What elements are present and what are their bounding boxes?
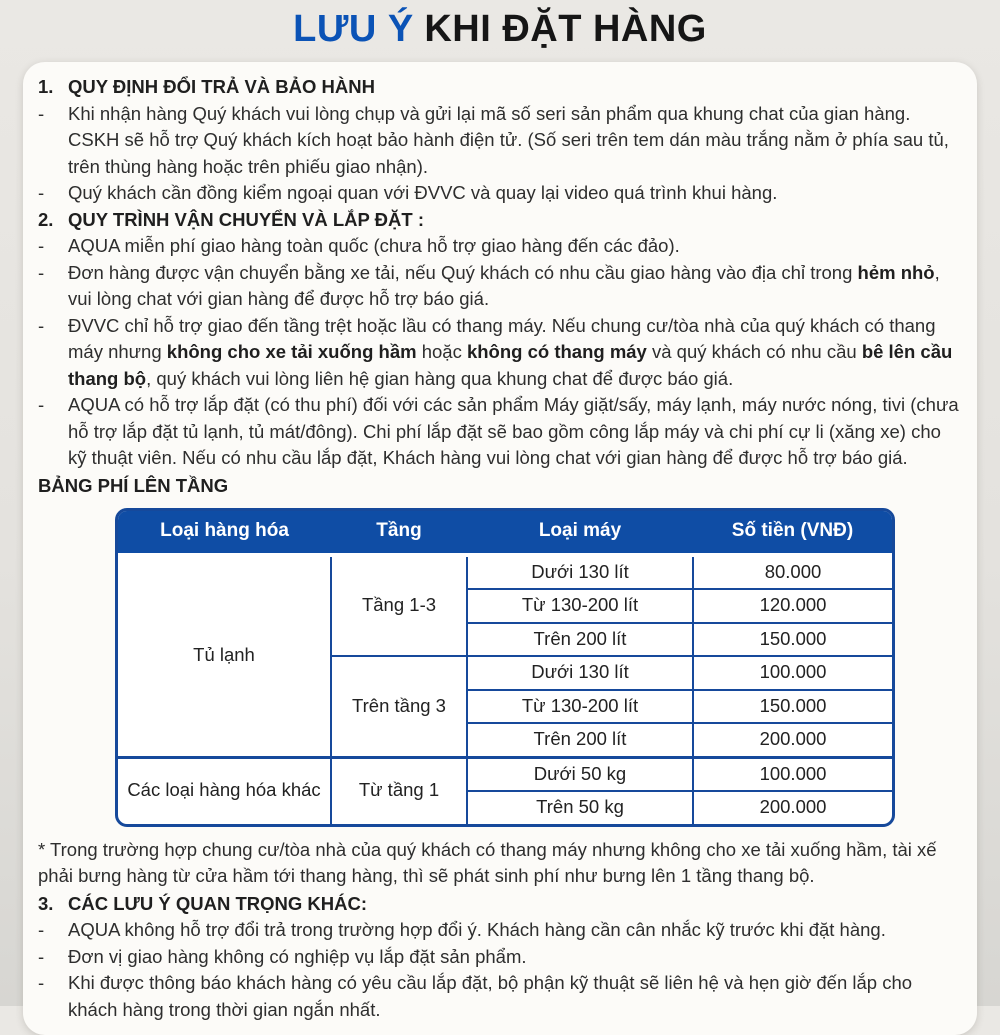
bullet-text: Đơn hàng được vận chuyển bằng xe tải, nếu Quý khách có nhu cầu giao hàng vào địa chỉ trong hẻm nhỏ, vui lòng chat với gian hàng để được hỗ trợ báo giá. — [68, 261, 940, 309]
fee-category-cell: Tủ lạnh — [193, 644, 255, 666]
fee-machine-cell: Từ 130-200 lít — [467, 690, 693, 724]
section-2-title: QUY TRÌNH VẬN CHUYỂN VÀ LẮP ĐẶT : — [68, 208, 424, 230]
fee-amount-cell: 100.000 — [693, 757, 892, 791]
fee-category-cell: Các loại hàng hóa khác — [118, 757, 331, 824]
bullet-text: Khi được thông báo khách hàng có yêu cầu lắp đặt, bộ phận kỹ thuật sẽ liên hệ và hẹn giờ đến lắp cho khách hàng trong thời gian ngắn nhất. — [68, 972, 913, 1020]
section-3-bullet-2 — [38, 944, 962, 971]
section-1-number: 1. — [38, 76, 54, 97]
section-2-bullet-3 — [38, 313, 962, 393]
bullet-dash: - — [38, 314, 45, 336]
fee-amount-cell: 200.000 — [693, 723, 892, 757]
fee-table — [115, 508, 895, 827]
section-3-bullet-1 — [38, 917, 962, 944]
section-3-number: 3. — [38, 892, 54, 914]
fee-amount-cell: 150.000 — [693, 690, 892, 724]
section-1-heading — [38, 74, 962, 101]
bullet-text: AQUA không hỗ trợ đổi trả trong trường hợp đổi ý. Khách hàng cần cân nhắc kỹ trước khi đặt hàng. — [68, 919, 886, 940]
bullet-dash: - — [38, 394, 45, 415]
bullet-text: Khi nhận hàng Quý khách vui lòng chụp và gửi lại mã số seri sản phẩm qua khung chat của gian hàng. CSKH sẽ hỗ trợ Quý khách kích hoạt bảo hành điện tử. (Số seri trên tem dán màu trắng nằm ở phía sau tủ, trên thùng hàng hoặc trên phiếu giao nhận). — [68, 102, 949, 177]
bullet-text: AQUA có hỗ trợ lắp đặt (có thu phí) đối với các sản phẩm Máy giặt/sấy, máy lạnh, máy nước nóng, tivi (chưa hỗ trợ lắp đặt tủ lạnh, tủ mát/đông). Chi phí lắp đặt sẽ bao gồm công lắp máy và chi phí cự li (xăng xe) cho kỹ thuật viên. Nếu có nhu cầu lắp đặt, Khách hàng vui lòng chat với gian hàng để được hỗ trợ báo giá. — [68, 394, 959, 468]
fee-amount-cell: 200.000 — [693, 791, 892, 824]
fee-floor-cell: Từ tầng 1 — [331, 757, 467, 824]
fee-table-header-row — [118, 511, 892, 553]
section-3-heading — [38, 891, 962, 918]
table-row — [118, 557, 892, 590]
section-1-bullet-2 — [38, 180, 962, 207]
table-row — [118, 757, 892, 791]
bullet-dash: - — [38, 945, 45, 967]
fee-machine-cell: Trên 200 lít — [467, 623, 693, 657]
bullet-text: Quý khách cần đồng kiểm ngoại quan với ĐVVC và quay lại video quá trình khui hàng. — [68, 182, 778, 203]
fee-amount-cell: 80.000 — [693, 557, 892, 590]
section-3-title: CÁC LƯU Ý QUAN TRỌNG KHÁC: — [68, 892, 367, 914]
bullet-dash: - — [38, 261, 45, 283]
fee-amount-cell: 150.000 — [693, 623, 892, 657]
section-2-bullet-2 — [38, 260, 962, 313]
bullet-text: AQUA miễn phí giao hàng toàn quốc (chưa hỗ trợ giao hàng đến các đảo). — [68, 235, 680, 256]
fee-col-header-machine: Loại máy — [538, 520, 622, 541]
fee-amount-cell: 120.000 — [693, 589, 892, 623]
section-2-number: 2. — [38, 208, 54, 230]
fee-col-header-floor: Tầng — [376, 520, 422, 541]
page-title-accent: LƯU Ý — [293, 8, 414, 50]
fee-machine-cell: Trên 200 lít — [467, 723, 693, 757]
table-footnote: * Trong trường hợp chung cư/tòa nhà của quý khách có thang máy nhưng không cho xe tải xuống hầm, tài xế phải bưng hàng từ cửa hầm tới thang hàng, thì sẽ phát sinh phí như bưng lên 1 tầng thang bộ. — [38, 838, 937, 886]
section-3-bullet-3 — [38, 970, 962, 1023]
fee-floor-cell: Tầng 1-3 — [331, 557, 467, 657]
bullet-text: ĐVVC chỉ hỗ trợ giao đến tầng trệt hoặc lầu có thang máy. Nếu chung cư/tòa nhà của quý khách có thang máy nhưng không cho xe tải xuống hầm hoặc không có thang máy và quý khách có nhu cầu bê lên cầu thang bộ, quý khách vui lòng liên hệ gian hàng qua khung chat để được báo giá. — [68, 314, 953, 389]
section-2-bullet-1 — [38, 233, 962, 260]
fee-col-header-amount: Số tiền (VNĐ) — [731, 520, 854, 541]
notes-card — [23, 62, 977, 1035]
fee-floor-cell: Trên tầng 3 — [331, 656, 467, 757]
section-2-heading — [38, 207, 962, 234]
bullet-dash: - — [38, 182, 45, 203]
bullet-dash: - — [38, 235, 45, 256]
section-2-bullet-4 — [38, 392, 962, 472]
bullet-dash: - — [38, 919, 45, 940]
section-1-bullet-1 — [38, 101, 962, 181]
bullet-dash: - — [38, 102, 45, 124]
bullet-dash: - — [38, 972, 45, 993]
fee-machine-cell: Dưới 130 lít — [467, 557, 693, 590]
fee-table-heading: BẢNG PHÍ LÊN TẦNG — [38, 474, 229, 496]
fee-machine-cell: Từ 130-200 lít — [467, 589, 693, 623]
page-title-rest: KHI ĐẶT HÀNG — [424, 8, 707, 50]
page-title — [0, 6, 1000, 52]
fee-machine-cell: Dưới 130 lít — [467, 656, 693, 690]
fee-machine-cell: Trên 50 kg — [467, 791, 693, 824]
bullet-text: Đơn vị giao hàng không có nghiệp vụ lắp đặt sản phẩm. — [68, 945, 527, 967]
fee-amount-cell: 100.000 — [693, 656, 892, 690]
fee-col-header-category: Loại hàng hóa — [160, 520, 289, 541]
fee-machine-cell: Dưới 50 kg — [467, 757, 693, 791]
section-1-title: QUY ĐỊNH ĐỔI TRẢ VÀ BẢO HÀNH — [68, 76, 375, 97]
